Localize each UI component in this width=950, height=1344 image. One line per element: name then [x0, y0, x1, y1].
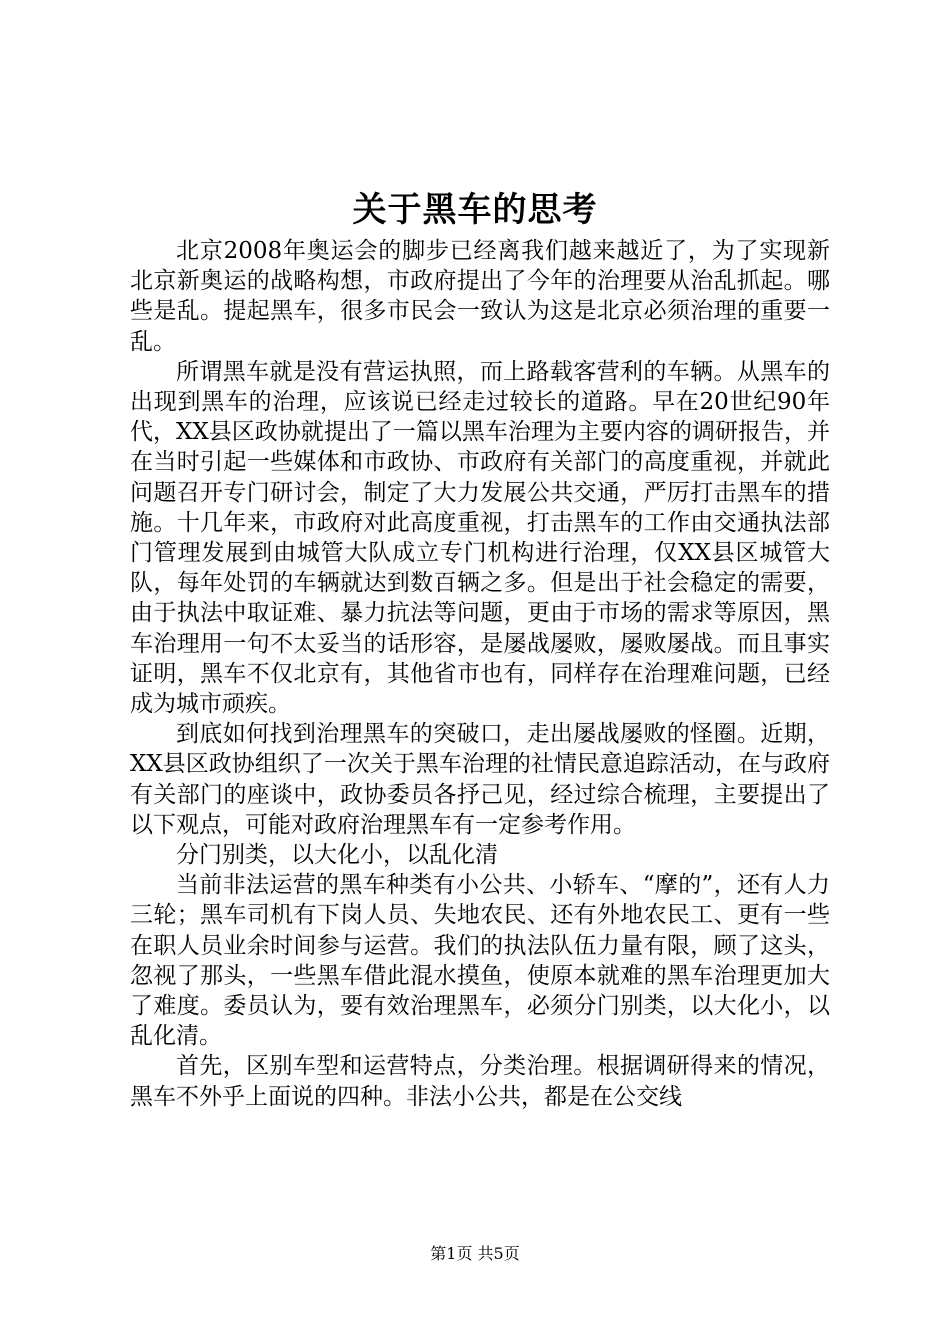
section-heading: 分门别类，以大化小，以乱化清 [176, 842, 498, 869]
paragraph-intro: 北京2008年奥运会的脚步已经离我们越来越近了，为了实现新北京新奥运的战略构想，市政府提出了今年的治理要从治乱抓起。哪些是乱。提起黑车，很多市民会一致认为这是北京必须治理的重要一乱。 [130, 238, 830, 355]
document-title: 关于黑车的思考 [352, 190, 598, 230]
paragraph-breakthrough: 到底如何找到治理黑车的突破口，走出屡战屡败的怪圈。近期，XX县区政协组织了一次关于黑车治理的社情民意追踪活动，在与政府有关部门的座谈中，政协委员各抒己见，经过综合梳理，主要提出了以下观点，可能对政府治理黑车有一定参考作用。 [130, 721, 830, 838]
page-number-footer: 第1页 共5页 [430, 1244, 520, 1263]
paragraph-definition: 所谓黑车就是没有营运执照，而上路载客营利的车辆。从黑车的出现到黑车的治理，应该说已经走过较长的道路。早在20世纪90年代，XX县区政协就提出了一篇以黑车治理为主要内容的调研报告，并在当时引起一些媒体和市政协、市政府有关部门的高度重视，并就此问题召开专门研讨会，制定了大力发展公共交通，严厉打击黑车的措施。十几年来，市政府对此高度重视，打击黑车的工作由交通执法部门管理发展到由城管大队成立专门机构进行治理，仅XX县区城管大队，每年处罚的车辆就达到数百辆之多。但是出于社会稳定的需要，由于执法中取证难、暴力抗法等问题，更由于市场的需求等原因，黑车治理用一句不太妥当的话形容，是屡战屡败，屡败屡战。而且事实证明，黑车不仅北京有，其他省市也有，同样存在治理难问题，已经成为城市顽疾。 [130, 358, 830, 718]
document-body [130, 236, 830, 1112]
paragraph-first-measure: 首先，区别车型和运营特点，分类治理。根据调研得来的情况，黑车不外乎上面说的四种。非法小公共，都是在公交线 [130, 1053, 830, 1110]
paragraph-categories: 当前非法运营的黑车种类有小公共、小轿车、“摩的”，还有人力三轮；黑车司机有下岗人员、失地农民、还有外地农民工、更有一些在职人员业余时间参与运营。我们的执法队伍力量有限，顾了这头，忽视了那头，一些黑车借此混水摸鱼，使原本就难的黑车治理更加大了难度。委员认为，要有效治理黑车，必须分门别类，以大化小，以乱化清。 [130, 872, 830, 1050]
